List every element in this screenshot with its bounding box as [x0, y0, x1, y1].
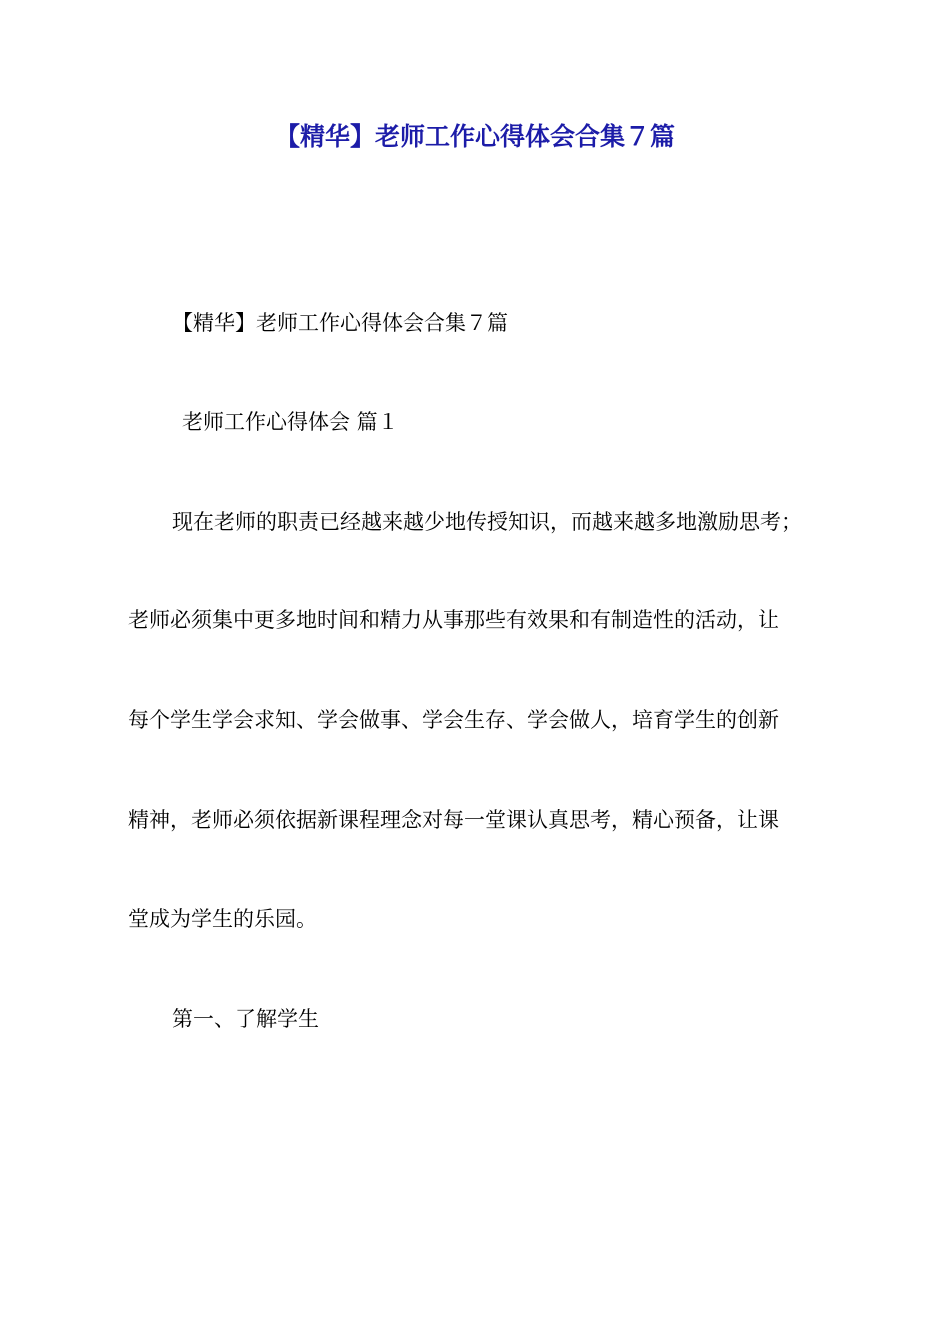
paragraph-line: 每个学生学会求知、学会做事、学会生存、学会做人，培育学生的创新	[128, 708, 779, 732]
paragraph-line: 堂成为学生的乐园。	[128, 907, 317, 931]
subsection-heading: 第一、了解学生	[172, 1007, 319, 1031]
paragraph-line: 现在老师的职责已经越来越少地传授知识，而越来越多地激励思考；	[172, 510, 802, 534]
page-title: 【精华】老师工作心得体会合集７篇	[274, 122, 675, 151]
intro-heading: 【精华】老师工作心得体会合集７篇	[172, 311, 508, 335]
paragraph-line: 老师必须集中更多地时间和精力从事那些有效果和有制造性的活动，让	[128, 608, 779, 632]
section-heading: 老师工作心得体会 篇１	[182, 410, 399, 434]
paragraph-line: 精神，老师必须依据新课程理念对每一堂课认真思考，精心预备，让课	[128, 808, 779, 832]
